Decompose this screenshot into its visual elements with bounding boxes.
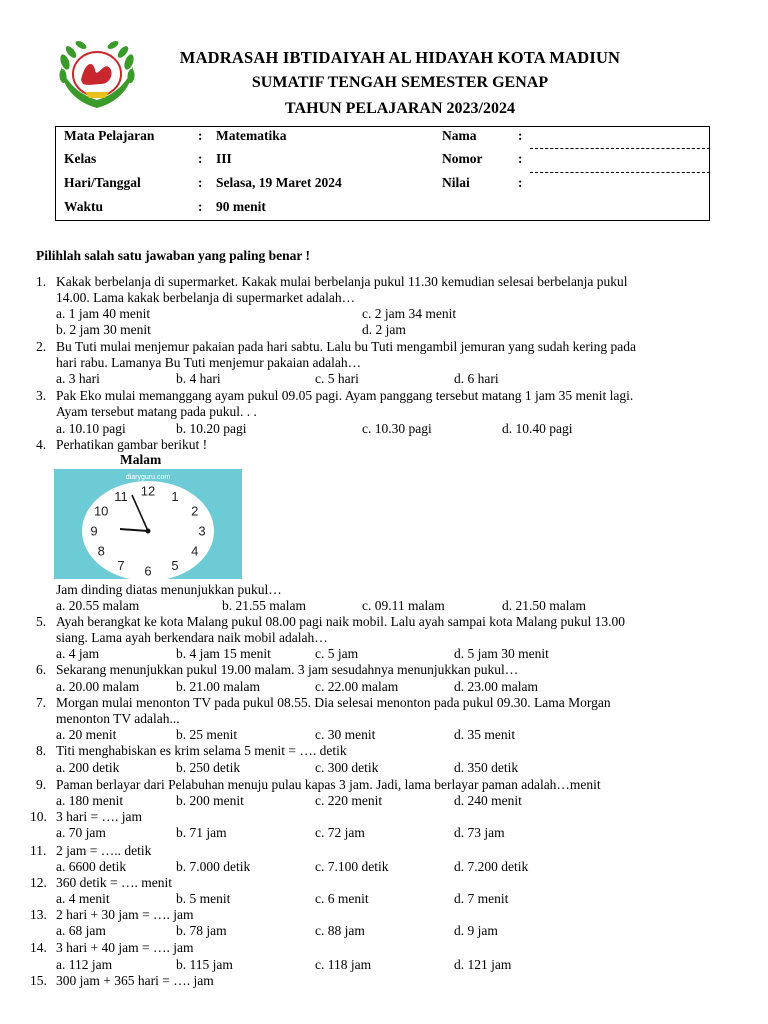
- option-a: a. 20.55 malam: [56, 598, 140, 613]
- question-text: 3 hari = …. jam: [56, 809, 142, 824]
- option-d: d. 23.00 malam: [454, 679, 538, 694]
- clock-numeral: 11: [114, 488, 128, 504]
- option-d: d. 121 jam: [454, 957, 512, 972]
- label-date: Hari/Tanggal: [64, 175, 141, 190]
- question-number: 1.: [36, 274, 47, 289]
- colon: :: [518, 151, 523, 166]
- option-b: b. 5 menit: [176, 891, 231, 906]
- option-d: d. 2 jam: [362, 322, 406, 337]
- label-subject: Mata Pelajaran: [64, 128, 155, 143]
- question-text: Kakak berbelanja di supermarket. Kakak mulai berbelanja pukul 11.30 kemudian selesai berbelanja pukul: [56, 274, 628, 289]
- clock-numeral: 1: [171, 488, 179, 504]
- option-c: c. 7.100 detik: [315, 859, 389, 874]
- option-d: d. 5 jam 30 menit: [454, 646, 549, 661]
- option-a: a. 10.10 pagi: [56, 421, 126, 436]
- question-text: Pak Eko mulai memanggang ayam pukul 09.05 pagi. Ayam panggang tersebut matang 1 jam 35 menit lagi.: [56, 388, 634, 403]
- question-number: 14.: [30, 940, 47, 955]
- question-text: Ayah berangkat ke kota Malang pukul 08.00 pagi naik mobil. Lalu ayah sampai kota Malang pukul 13.00: [56, 614, 626, 629]
- question-number: 6.: [36, 662, 47, 677]
- clock-numeral: 6: [144, 563, 152, 579]
- option-d: d. 21.50 malam: [502, 598, 586, 613]
- option-c: c. 118 jam: [315, 957, 372, 972]
- option-b: b. 4 jam 15 menit: [176, 646, 271, 661]
- clock-numeral: 3: [198, 523, 206, 539]
- option-d: d. 240 menit: [454, 793, 522, 808]
- option-a: a. 70 jam: [56, 825, 106, 840]
- clock-numeral: 12: [140, 483, 156, 499]
- option-c: c. 220 menit: [315, 793, 383, 808]
- question-text: 2 hari + 30 jam = …. jam: [56, 907, 194, 922]
- option-c: c. 30 menit: [315, 727, 376, 742]
- question-text: menonton TV adalah...: [56, 711, 180, 726]
- clock-numeral: 2: [191, 503, 199, 519]
- school-name: MADRASAH IBTIDAIYAH AL HIDAYAH KOTA MADIUN: [179, 48, 621, 67]
- colon: :: [518, 175, 523, 190]
- question-text: Jam dinding diatas menunjukkan pukul…: [56, 582, 282, 597]
- clock-image: [54, 469, 242, 579]
- clock-numeral: 7: [117, 558, 125, 574]
- option-a: a. 20 menit: [56, 727, 117, 742]
- question-number: 11.: [30, 843, 47, 858]
- option-a: a. 112 jam: [56, 957, 113, 972]
- option-a: a. 4 menit: [56, 891, 110, 906]
- clock-numeral: 4: [191, 543, 199, 559]
- number-field[interactable]: [530, 172, 710, 173]
- value-subject: Matematika: [216, 128, 287, 143]
- colon: :: [198, 199, 203, 214]
- question-number: 2.: [36, 339, 47, 354]
- option-c: c. 5 jam: [315, 646, 359, 661]
- option-c: c. 6 menit: [315, 891, 369, 906]
- question-text: 360 detik = …. menit: [56, 875, 172, 890]
- option-b: b. 250 detik: [176, 760, 241, 775]
- option-d: d. 6 hari: [454, 371, 499, 386]
- wall-clock-icon: [54, 469, 242, 579]
- option-a: a. 180 menit: [56, 793, 124, 808]
- label-name: Nama: [442, 128, 477, 143]
- question-text: 14.00. Lama kakak berbelanja di supermarket adalah…: [56, 290, 356, 305]
- question-number: 4.: [36, 437, 47, 452]
- question-number: 8.: [36, 743, 47, 758]
- option-b: b. 25 menit: [176, 727, 238, 742]
- colon: :: [198, 175, 203, 190]
- option-c: c. 2 jam 34 menit: [362, 306, 457, 321]
- clock-numeral: 9: [90, 523, 98, 539]
- option-d: d. 7 menit: [454, 891, 509, 906]
- option-b: b. 2 jam 30 menit: [56, 322, 151, 337]
- clock-numeral: 8: [97, 543, 105, 559]
- question-text: hari rabu. Lamanya Bu Tuti menjemur pakaian adalah…: [56, 355, 362, 370]
- name-field[interactable]: [530, 148, 710, 149]
- option-a: a. 200 detik: [56, 760, 120, 775]
- value-time: 90 menit: [216, 199, 266, 214]
- option-c: c. 22.00 malam: [315, 679, 399, 694]
- label-number: Nomor: [442, 151, 483, 166]
- colon: :: [198, 151, 203, 166]
- option-b: b. 115 jam: [176, 957, 233, 972]
- question-text: Sekarang menunjukkan pukul 19.00 malam. 3 jam sesudahnya menunjukkan pukul…: [56, 662, 519, 677]
- question-text: Ayam tersebut matang pada pukul. . .: [56, 404, 257, 419]
- question-text: Paman berlayar dari Pelabuhan menuju pulau kapas 3 jam. Jadi, lama berlayar paman adalah…menit: [56, 777, 601, 792]
- option-b: b. 7.000 detik: [176, 859, 251, 874]
- clock-numeral: 10: [93, 503, 109, 519]
- question-text: 300 jam + 365 hari = …. jam: [56, 973, 214, 988]
- option-c: c. 09.11 malam: [362, 598, 445, 613]
- colon: :: [518, 128, 523, 143]
- option-c: c. 5 hari: [315, 371, 359, 386]
- option-c: c. 88 jam: [315, 923, 365, 938]
- label-score: Nilai: [442, 175, 470, 190]
- question-text: 3 hari + 40 jam = …. jam: [56, 940, 194, 955]
- question-text: Titi menghabiskan es krim selama 5 menit = …. detik: [56, 743, 347, 758]
- exam-title: SUMATIF TENGAH SEMESTER GENAP: [251, 74, 549, 91]
- academic-year: TAHUN PELAJARAN 2023/2024: [285, 100, 515, 117]
- question-number: 15.: [30, 973, 47, 988]
- label-time: Waktu: [64, 199, 104, 214]
- option-d: d. 7.200 detik: [454, 859, 529, 874]
- option-a: a. 68 jam: [56, 923, 106, 938]
- option-c: c. 72 jam: [315, 825, 365, 840]
- option-d: d. 10.40 pagi: [502, 421, 573, 436]
- option-a: a. 1 jam 40 menit: [56, 306, 151, 321]
- option-a: a. 20.00 malam: [56, 679, 140, 694]
- question-number: 12.: [30, 875, 47, 890]
- option-c: c. 10.30 pagi: [362, 421, 432, 436]
- question-text: Bu Tuti mulai menjemur pakaian pada hari sabtu. Lalu bu Tuti mengambil jemuran yang sudah kering pada: [56, 339, 637, 354]
- watermark: diaryguru.com: [125, 474, 171, 481]
- question-text: 2 jam = ….. detik: [56, 843, 152, 858]
- value-class: III: [216, 151, 232, 166]
- value-date: Selasa, 19 Maret 2024: [216, 175, 342, 190]
- school-logo: [55, 40, 139, 112]
- option-d: d. 73 jam: [454, 825, 505, 840]
- option-b: b. 21.55 malam: [222, 598, 306, 613]
- question-number: 5.: [36, 614, 47, 629]
- clock-caption: Malam: [120, 452, 162, 467]
- option-a: a. 6600 detik: [56, 859, 127, 874]
- option-a: a. 4 jam: [56, 646, 100, 661]
- question-text: Perhatikan gambar berikut !: [56, 437, 208, 452]
- clock-numeral: 5: [171, 558, 179, 574]
- question-number: 3.: [36, 388, 47, 403]
- option-c: c. 300 detik: [315, 760, 379, 775]
- label-class: Kelas: [64, 151, 97, 166]
- option-b: b. 78 jam: [176, 923, 227, 938]
- option-d: d. 9 jam: [454, 923, 498, 938]
- question-text: siang. Lama ayah berkendara naik mobil adalah…: [56, 630, 328, 645]
- option-d: d. 350 detik: [454, 760, 519, 775]
- option-b: b. 200 menit: [176, 793, 244, 808]
- question-number: 9.: [36, 777, 47, 792]
- instruction: Pilihlah salah satu jawaban yang paling benar !: [36, 248, 310, 263]
- question-text: Morgan mulai menonton TV pada pukul 08.55. Dia selesai menonton pada pukul 09.30. Lama Morgan: [56, 695, 611, 710]
- option-b: b. 21.00 malam: [176, 679, 260, 694]
- question-number: 10.: [30, 809, 47, 824]
- option-b: b. 71 jam: [176, 825, 227, 840]
- option-a: a. 3 hari: [56, 371, 100, 386]
- question-number: 13.: [30, 907, 47, 922]
- colon: :: [198, 128, 203, 143]
- option-b: b. 4 hari: [176, 371, 221, 386]
- option-b: b. 10.20 pagi: [176, 421, 247, 436]
- option-d: d. 35 menit: [454, 727, 516, 742]
- question-number: 7.: [36, 695, 47, 710]
